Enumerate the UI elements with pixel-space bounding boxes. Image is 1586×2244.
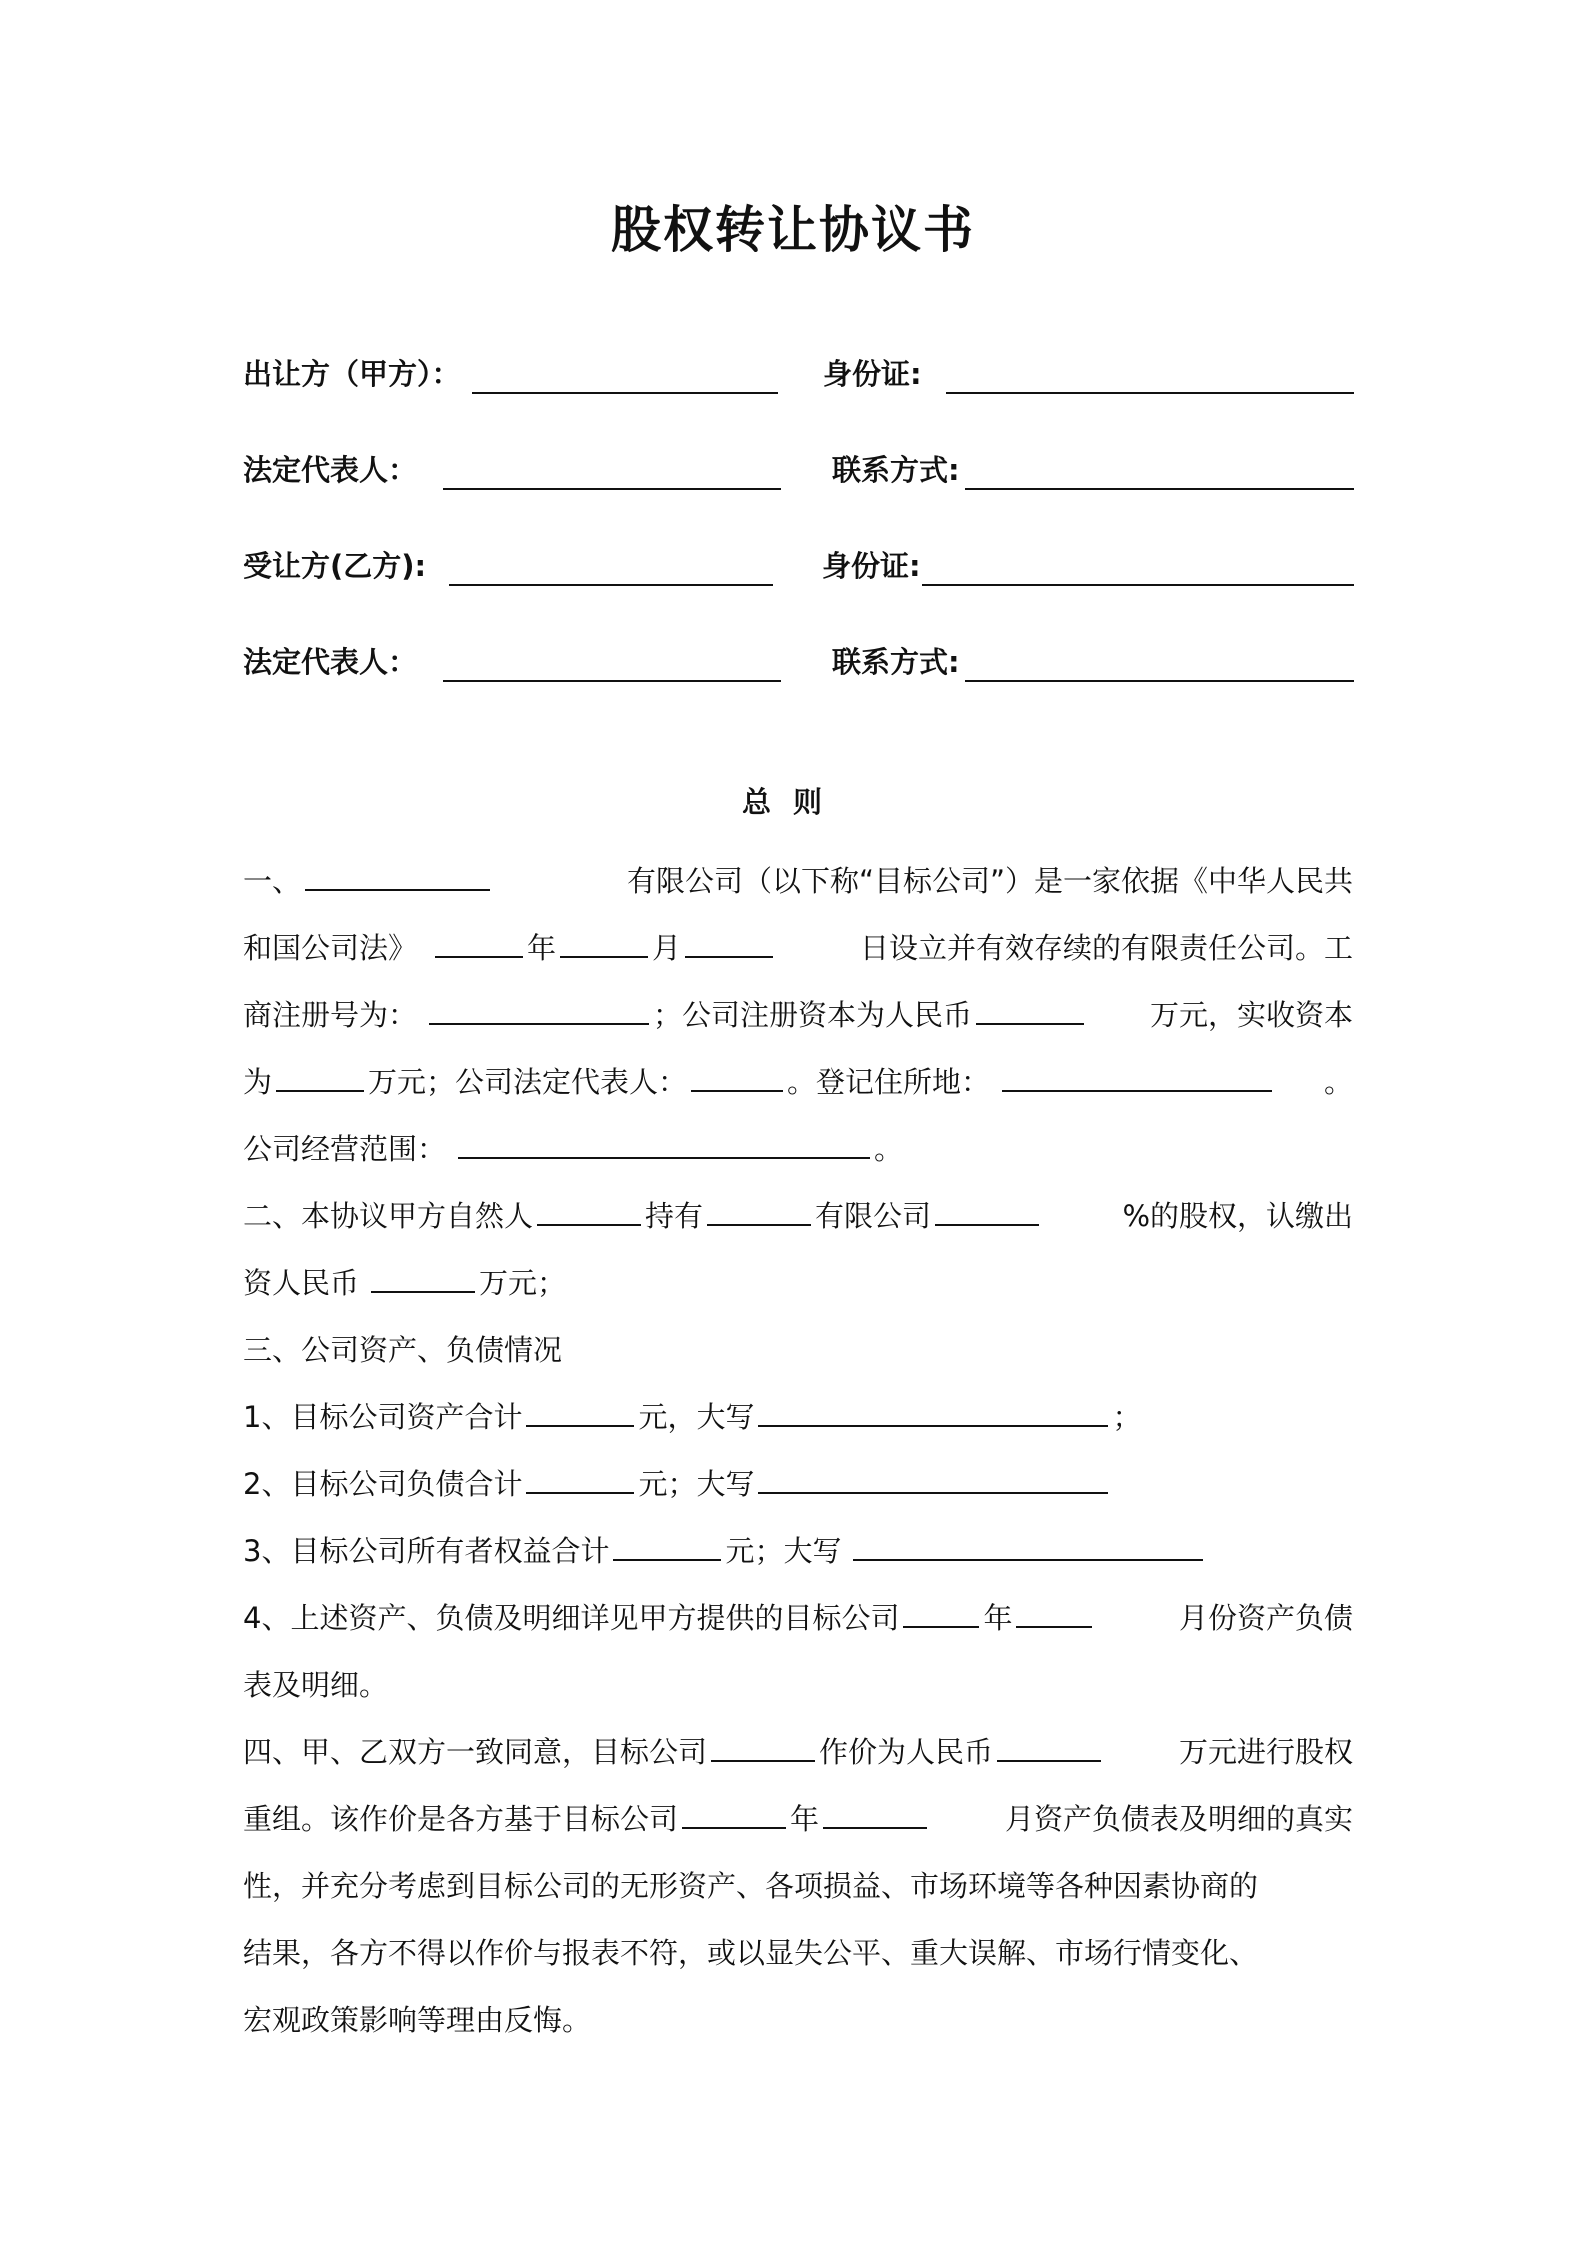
clause-3-item-3 [243, 1518, 1353, 1585]
shareholder-name-blank[interactable] [537, 1192, 641, 1226]
transferee-id-field[interactable] [922, 544, 1354, 586]
legal-rep-field-1[interactable] [443, 448, 781, 490]
clause-1-line-3 [243, 982, 1353, 1049]
total-assets-blank[interactable] [526, 1393, 634, 1427]
party-row-rep-1 [0, 448, 1586, 508]
text: 商注册号为： [243, 998, 418, 1032]
balance-month-blank[interactable] [1016, 1594, 1092, 1628]
year-blank[interactable] [435, 924, 523, 958]
valuation-amount-blank[interactable] [997, 1728, 1101, 1762]
text: ；公司注册资本为人民币 [653, 998, 973, 1032]
transferor-id-label: 身份证: [823, 357, 922, 391]
text: 一、 [243, 864, 302, 898]
text: 元，大写 [638, 1400, 755, 1434]
text: 为 [243, 1065, 273, 1099]
clause-3-item-4-line-1 [243, 1585, 1353, 1652]
owner-equity-blank[interactable] [613, 1527, 721, 1561]
legal-rep-label-2: 法定代表人： [243, 645, 418, 679]
text: 万元进行股权 [1178, 1735, 1353, 1769]
contact-label-1: 联系方式: [832, 453, 960, 487]
transferor-id-field[interactable] [946, 352, 1354, 394]
clause-1-line-4 [243, 1049, 1353, 1116]
party-row-transferee [0, 544, 1586, 604]
text: 万元；公司法定代表人： [368, 1065, 688, 1099]
text: 4、上述资产、负债及明细详见甲方提供的目标公司 [243, 1601, 900, 1635]
valuation-month-blank[interactable] [823, 1795, 927, 1829]
text: 有限公司 [815, 1199, 932, 1233]
text: ； [1112, 1400, 1142, 1434]
text: 。 [1323, 1065, 1353, 1099]
equity-percent-blank[interactable] [935, 1192, 1039, 1226]
text: 重组。该作价是各方基于目标公司 [243, 1802, 679, 1836]
text: 元；大写 [638, 1467, 755, 1501]
transferor-label: 出让方（甲方）： [243, 357, 461, 391]
clause-1-line-1 [243, 848, 1353, 915]
text: 日设立并有效存续的有限责任公司。工 [859, 931, 1353, 965]
party-row-rep-2 [0, 640, 1586, 700]
text: 1、目标公司资产合计 [243, 1400, 523, 1434]
contact-field-2[interactable] [965, 640, 1354, 682]
clause-1-line-2 [243, 915, 1353, 982]
legal-rep-label-1: 法定代表人： [243, 453, 418, 487]
legal-rep-field-2[interactable] [443, 640, 781, 682]
text: 资人民币 [243, 1266, 360, 1300]
valuation-subject-blank[interactable] [711, 1728, 815, 1762]
text: 有限公司（以下称“目标公司”）是一家依据《中华人民共 [626, 864, 1353, 898]
text: 月资产负债表及明细的真实 [1004, 1802, 1353, 1836]
text: 年 [790, 1802, 820, 1836]
business-scope-blank[interactable] [458, 1125, 870, 1159]
owner-equity-words-blank[interactable] [853, 1527, 1203, 1561]
clause-4-line-2 [243, 1786, 1353, 1853]
text: 万元； [479, 1266, 567, 1300]
total-assets-words-blank[interactable] [758, 1393, 1108, 1427]
company-name-blank[interactable] [305, 857, 490, 891]
text: 三、公司资产、负债情况 [243, 1333, 563, 1367]
text: 。登记住所地： [787, 1065, 991, 1099]
day-blank[interactable] [685, 924, 773, 958]
text: 3、目标公司所有者权益合计 [243, 1534, 610, 1568]
document-title: 股权转让协议书 [611, 201, 975, 259]
subscribed-capital-blank[interactable] [371, 1259, 475, 1293]
total-liabilities-blank[interactable] [526, 1460, 634, 1494]
legal-representative-blank[interactable] [691, 1058, 783, 1092]
text: 。 [874, 1132, 904, 1166]
month-blank[interactable] [560, 924, 648, 958]
clause-4-line-5 [243, 1987, 1353, 2054]
text: 四、甲、乙双方一致同意，目标公司 [243, 1735, 708, 1769]
text: 结果，各方不得以作价与报表不符，或以显失公平、重大误解、市场行情变化、 [243, 1936, 1259, 1970]
party-row-transferor [0, 352, 1586, 412]
registered-capital-blank[interactable] [976, 991, 1084, 1025]
clause-3-item-1 [243, 1384, 1353, 1451]
clause-4-line-3 [243, 1853, 1353, 1920]
text: 年 [983, 1601, 1013, 1635]
text: 2、目标公司负债合计 [243, 1467, 523, 1501]
held-company-blank[interactable] [707, 1192, 811, 1226]
text: 宏观政策影响等理由反悔。 [243, 2003, 592, 2037]
clause-2-line-1 [243, 1183, 1353, 1250]
registered-address-blank[interactable] [1002, 1058, 1272, 1092]
text: 年 [527, 931, 557, 965]
contact-label-2: 联系方式: [832, 645, 960, 679]
valuation-year-blank[interactable] [682, 1795, 786, 1829]
total-liabilities-words-blank[interactable] [758, 1460, 1108, 1494]
text: 和国公司法》 [243, 931, 418, 965]
text: 二、本协议甲方自然人 [243, 1199, 534, 1233]
paid-in-capital-blank[interactable] [276, 1058, 364, 1092]
text: 作价为人民币 [819, 1735, 994, 1769]
text: 公司经营范围： [243, 1132, 447, 1166]
transferee-id-label: 身份证: [822, 549, 921, 583]
transferee-name-field[interactable] [449, 544, 773, 586]
registration-number-blank[interactable] [429, 991, 649, 1025]
text: 元；大写 [725, 1534, 842, 1568]
clause-2-line-2 [243, 1250, 1353, 1317]
transferor-name-field[interactable] [472, 352, 778, 394]
contact-field-1[interactable] [965, 448, 1354, 490]
clause-3-item-2 [243, 1451, 1353, 1518]
text: %的股权，认缴出 [1122, 1199, 1353, 1233]
text: 月 [652, 931, 682, 965]
clause-3-title [243, 1317, 1353, 1384]
text: 性，并充分考虑到目标公司的无形资产、各项损益、市场环境等各种因素协商的 [243, 1869, 1259, 1903]
balance-year-blank[interactable] [903, 1594, 979, 1628]
text: 月份资产负债 [1178, 1601, 1353, 1635]
text: 万元，实收资本 [1149, 998, 1353, 1032]
clause-4-line-1 [243, 1719, 1353, 1786]
clause-4-line-4 [243, 1920, 1353, 1987]
section-title: 总则 [741, 785, 844, 819]
text: 表及明细。 [243, 1668, 389, 1702]
clause-3-item-4-line-2 [243, 1652, 1353, 1719]
text: 持有 [645, 1199, 704, 1233]
clause-1-line-5 [243, 1116, 1353, 1183]
clauses-body [243, 848, 1353, 2054]
transferee-label: 受让方(乙方): [243, 549, 427, 583]
